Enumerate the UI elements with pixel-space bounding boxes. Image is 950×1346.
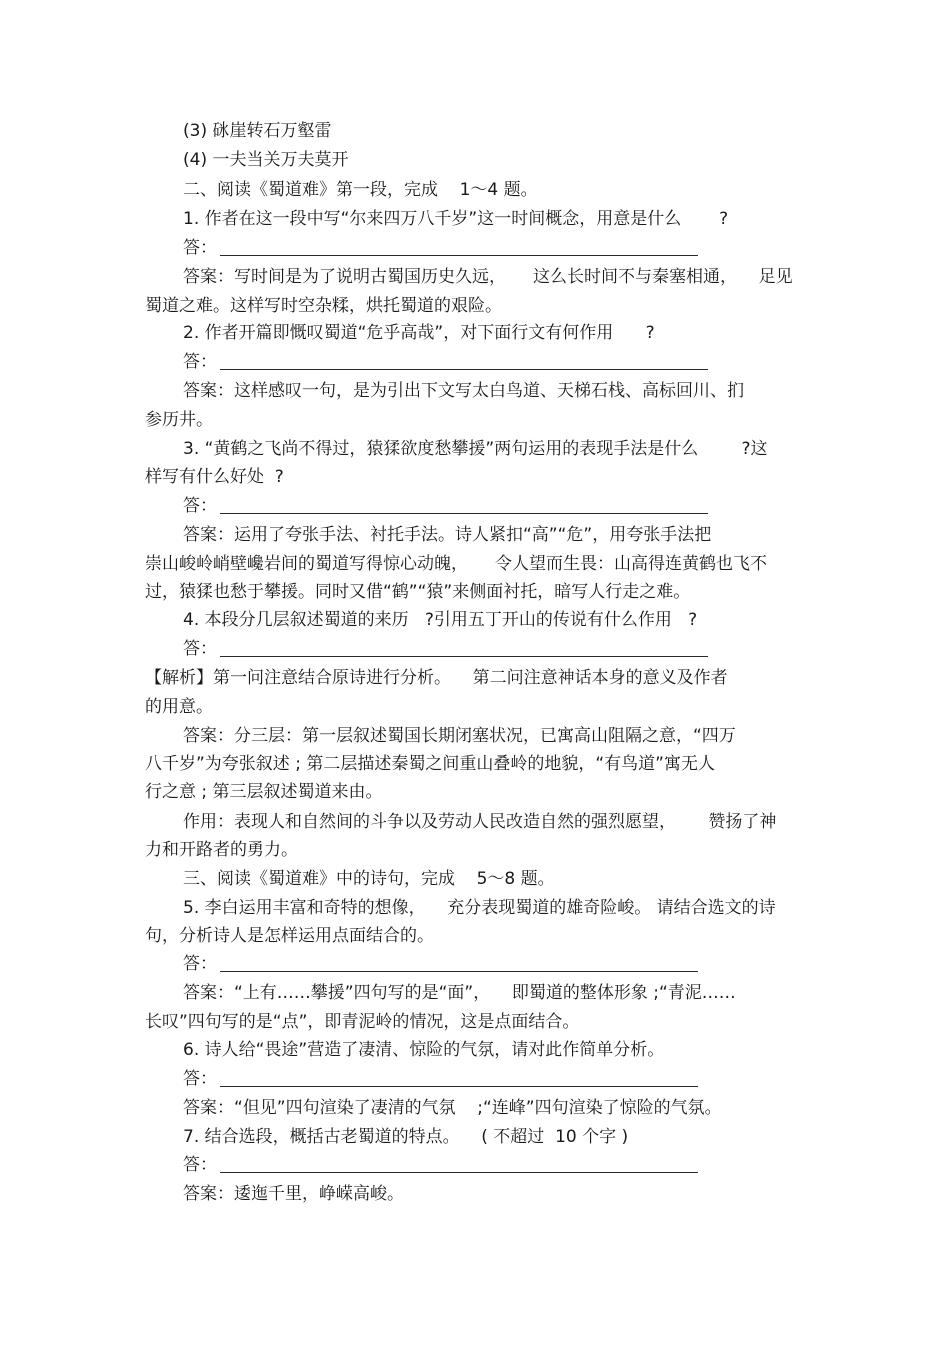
poem-line-4: (4) 一夫当关万夫莫开: [183, 150, 349, 170]
answer-label-1: 答：: [183, 238, 217, 258]
answer-2-line-1: 答案：这样感叹一句，是为引出下文写太白鸟道、天梯石栈、高标回川、扪: [183, 381, 744, 401]
analysis-4-line-2: 的用意。: [145, 697, 213, 717]
answer-1-line-1: 答案：写时间是为了说明古蜀国历史久远， 这么长时间不与秦塞相通， 足见: [183, 267, 793, 287]
question-5-line-1: 5. 李白运用丰富和奇特的想像， 充分表现蜀道的雄奇险峻。 请结合选文的诗: [183, 898, 776, 918]
answer-blank-5[interactable]: [220, 971, 698, 972]
answer-blank-1[interactable]: [220, 255, 698, 256]
analysis-4-line-1: 【解析】第一问注意结合原诗进行分析。 第二问注意神话本身的意义及作者: [145, 668, 728, 688]
poem-line-3: (3) 砯崖转石万壑雷: [183, 121, 332, 141]
answer-3-line-2: 崇山峻岭峭壁巉岩间的蜀道写得惊心动魄， 令人望而生畏：山高得连黄鹤也飞不: [145, 554, 768, 574]
answer-label-4: 答：: [183, 639, 217, 659]
answer-label-3: 答：: [183, 496, 217, 516]
answer-label-2: 答：: [183, 352, 217, 372]
answer-3-line-3: 过，猿猱也愁于攀援。同时又借“鹤”“猿”来侧面衬托，暗写人行走之难。: [145, 582, 691, 602]
section-heading-3: 三、阅读《蜀道难》中的诗句，完成 5～8 题。: [183, 869, 555, 889]
question-1: 1. 作者在这一段中写“尔来四万八千岁”这一时间概念，用意是什么 ?: [183, 209, 729, 229]
answer-blank-2[interactable]: [220, 369, 708, 370]
section-heading-2: 二、阅读《蜀道难》第一段，完成 1～4 题。: [183, 180, 538, 200]
answer-label-7: 答：: [183, 1155, 217, 1175]
answer-blank-7[interactable]: [220, 1172, 698, 1173]
question-5-line-2: 句，分析诗人是怎样运用点面结合的。: [145, 926, 434, 946]
answer-6: 答案：“但见”四句渲染了凄清的气氛 ;“连峰”四句渲染了惊险的气氛。: [183, 1098, 722, 1118]
answer-5-line-2: 长叹”四句写的是“点”，即青泥岭的情况，这是点面结合。: [145, 1012, 580, 1032]
answer-2-line-2: 参历井。: [145, 410, 213, 430]
question-6: 6. 诗人给“畏途”营造了凄清、惊险的气氛，请对此作简单分析。: [183, 1040, 665, 1060]
answer-label-5: 答：: [183, 954, 217, 974]
answer-3-line-1: 答案：运用了夸张手法、衬托手法。诗人紧扣“高”“危”，用夸张手法把: [183, 525, 712, 545]
answer-4-line-2: 八千岁”为夸张叙述 ; 第二层描述秦蜀之间重山叠岭的地貌，“有鸟道”寓无人: [145, 754, 715, 774]
answer-7: 答案：逶迤千里，峥嵘高峻。: [183, 1184, 404, 1204]
answer-4-line-3: 行之意 ; 第三层叙述蜀道来由。: [145, 782, 383, 802]
question-7: 7. 结合选段，概括古老蜀道的特点。 ( 不超过 10 个字 ): [183, 1127, 629, 1147]
question-2: 2. 作者开篇即慨叹蜀道“危乎高哉”，对下面行文有何作用 ?: [183, 323, 655, 343]
answer-blank-4[interactable]: [220, 656, 708, 657]
question-3-line-2: 样写有什么好处 ?: [145, 467, 284, 487]
answer-label-6: 答：: [183, 1069, 217, 1089]
answer-blank-6[interactable]: [220, 1086, 698, 1087]
answer-1-line-2: 蜀道之难。这样写时空杂糅，烘托蜀道的艰险。: [145, 296, 502, 316]
answer-4-line-1: 答案：分三层：第一层叙述蜀国长期闭塞状况，已寓高山阻隔之意，“四万: [183, 726, 736, 746]
question-4: 4. 本段分几层叙述蜀道的来历 ?引用五丁开山的传说有什么作用 ?: [183, 610, 698, 630]
answer-4-effect-line-1: 作用：表现人和自然间的斗争以及劳动人民改造自然的强烈愿望， 赞扬了神: [183, 812, 777, 832]
answer-blank-3[interactable]: [220, 513, 708, 514]
answer-4-effect-line-2: 力和开路者的勇力。: [145, 840, 298, 860]
question-3-line-1: 3. “黄鹤之飞尚不得过，猿猱欲度愁攀援”两句运用的表现手法是什么 ?这: [183, 439, 768, 459]
answer-5-line-1: 答案：“上有……攀援”四句写的是“面”， 即蜀道的整体形象 ;“青泥……: [183, 983, 736, 1003]
